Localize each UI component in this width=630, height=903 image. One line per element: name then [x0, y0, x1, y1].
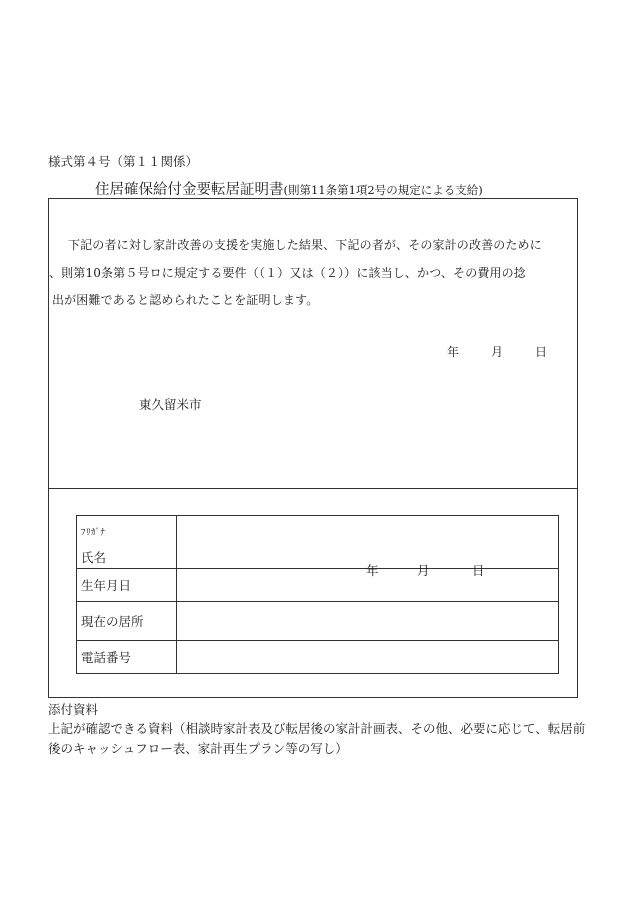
- birth-month-label: 月: [417, 563, 430, 578]
- birthdate-field[interactable]: [177, 563, 559, 602]
- phone-label: 電話番号: [77, 641, 177, 674]
- table-row-name: [77, 516, 559, 569]
- name-label: 氏名: [81, 550, 107, 565]
- issuer-name: 東久留米市: [139, 397, 202, 412]
- birth-year-label: 年: [366, 563, 379, 578]
- document-title: [95, 178, 483, 199]
- certificate-date: [447, 343, 547, 360]
- table-row-phone: [77, 641, 559, 674]
- attachments-title: 添付資料: [48, 702, 99, 717]
- form-number: 様式第４号（第１１関係）: [48, 154, 199, 169]
- name-label-cell: [77, 516, 177, 569]
- certificate-text-line-2: 、則第10条第５号ロに規定する要件（（１）又は（２））に該当し、かつ、その費用の捻: [49, 266, 526, 280]
- address-field[interactable]: [177, 602, 559, 641]
- furigana-label: ﾌﾘｶﾞﾅ: [81, 528, 106, 538]
- date-day-label: 日: [535, 345, 548, 359]
- birthdate-label: 生年月日: [77, 569, 177, 602]
- certificate-text-line-1: 下記の者に対し家計改善の支援を実施した結果、下記の者が、その家計の改善のために: [68, 238, 542, 252]
- phone-field[interactable]: [177, 641, 559, 674]
- date-month-label: 月: [491, 345, 504, 359]
- title-main: 住居確保給付金要転居証明書: [95, 182, 284, 198]
- section-divider: [49, 488, 577, 489]
- certificate-text-line-3: 出が困難であると認められたことを証明します。: [52, 293, 319, 307]
- table-row-address: [77, 602, 559, 641]
- address-label: 現在の居所: [77, 602, 177, 641]
- date-year-label: 年: [447, 345, 460, 359]
- birth-day-label: 日: [472, 563, 485, 578]
- attachments-description: 上記が確認できる資料（相談時家計表及び転居後の家計計画表、その他、必要に応じて、転居前後のキャッシュフロー表、家計再生プラン等の写し）: [48, 721, 586, 756]
- applicant-info-table: [76, 515, 559, 674]
- title-sub: (則第11条第1項2号の規定による支給): [283, 183, 483, 197]
- table-row-birthdate: [77, 569, 559, 602]
- certificate-box: [48, 198, 578, 698]
